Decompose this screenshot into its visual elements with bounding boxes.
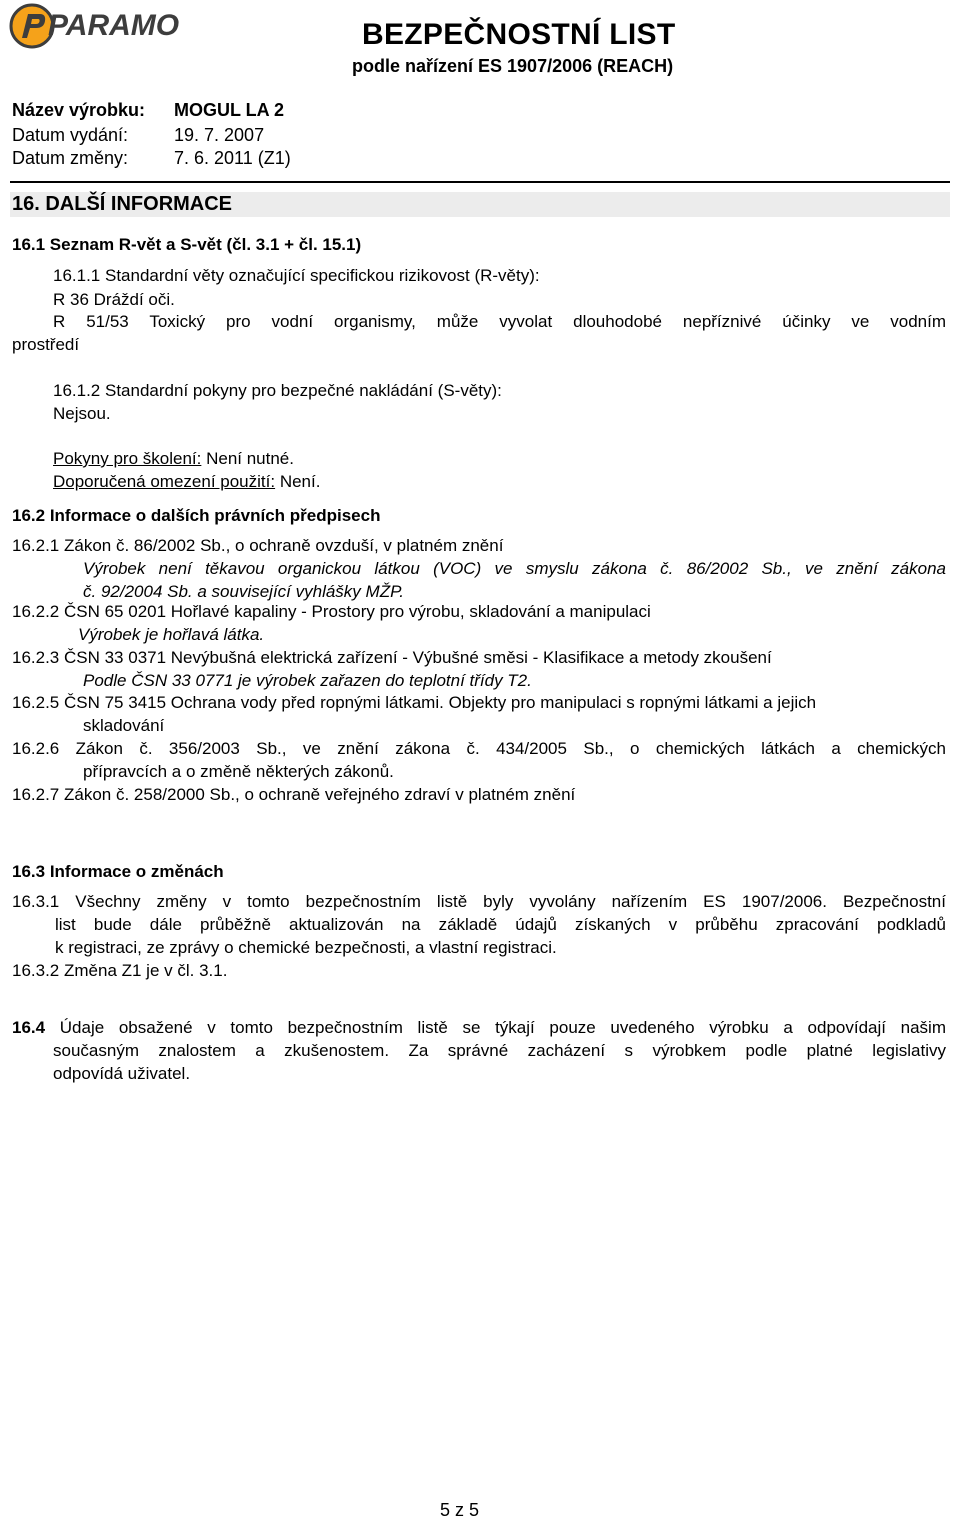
s-sentences-value: Nejsou. [53, 404, 111, 423]
limits-value: Není. [275, 472, 321, 491]
product-name-row [12, 100, 284, 121]
heading-16-1-1: 16.1.1 Standardní věty označující specifickou rizikovost (R-věty): [53, 266, 540, 285]
document-subtitle: podle nařízení ES 1907/2006 (REACH) [352, 56, 674, 76]
item-16-3-1-cont: list bude dále průběžně aktualizován na základě údajů získaných v průběhu zpracování podkladů [55, 915, 946, 934]
heading-16-1: 16.1 Seznam R-vět a S-vět (čl. 3.1 + čl. 15.1) [12, 235, 362, 254]
section-16-4 [12, 1018, 946, 1038]
training-row [53, 449, 294, 469]
item-16-2-3: 16.2.3 ČSN 33 0371 Nevýbušná elektrická zařízení - Výbušné směsi - Klasifikace a metody zkoušení [12, 648, 772, 667]
item-16-2-5-cont: skladování [83, 716, 165, 735]
item-16-3-1-cont2: k registraci, ze zprávy o chemické bezpečnosti, a vlastní registraci. [55, 938, 557, 957]
item-16-2-1-note-cont: č. 92/2004 Sb. a související vyhlášky MŽP. [83, 582, 404, 601]
page-number: 5 z 5 [440, 1500, 480, 1520]
r36-sentence: R 36 Dráždí oči. [53, 290, 175, 309]
item-16-3-2: 16.3.2 Změna Z1 je v čl. 3.1. [12, 961, 228, 980]
product-name-value: MOGUL LA 2 [174, 100, 285, 120]
logo-text: PARAMO [48, 9, 180, 42]
item-16-2-7: 16.2.7 Zákon č. 258/2000 Sb., o ochraně veřejného zdraví v platném znění [12, 785, 576, 804]
training-label: Pokyny pro školení: [53, 449, 202, 468]
limits-row [53, 472, 320, 492]
item-16-2-2-note: Výrobek je hořlavá látka. [78, 625, 265, 644]
item-16-2-3-note: Podle ČSN 33 0771 je výrobek zařazen do teplotní třídy T2. [83, 671, 532, 690]
item-16-2-2: 16.2.2 ČSN 65 0201 Hořlavé kapaliny - Prostory pro výrobu, skladování a manipulaci [12, 602, 651, 621]
section-16-4-cont2: odpovídá uživatel. [53, 1064, 191, 1083]
change-date-value: 7. 6. 2011 (Z1) [174, 148, 291, 168]
section-16-4-text: Údaje obsažené v tomto bezpečnostním listě se týkají pouze uvedeného výrobku a odpovídají našim [45, 1018, 946, 1037]
r5153-sentence-cont: prostředí [12, 335, 80, 354]
product-name-label: Název výrobku: [12, 100, 146, 120]
heading-16-3-number: 16.3 [12, 862, 46, 881]
r5153-sentence: R 51/53 Toxický pro vodní organismy, může vyvolat dlouhodobé nepříznivé účinky ve vodním [53, 312, 946, 331]
limits-label: Doporučená omezení použití: [53, 472, 276, 491]
training-value: Není nutné. [201, 449, 294, 468]
item-16-2-1: 16.2.1 Zákon č. 86/2002 Sb., o ochraně ovzduší, v platném znění [12, 536, 504, 555]
change-date-row [12, 148, 291, 169]
item-16-2-6-cont: přípravcích a o změně některých zákonů. [83, 762, 394, 781]
item-16-2-5: 16.2.5 ČSN 75 3415 Ochrana vody před ropnými látkami. Objekty pro manipulaci s ropnými látkami a jejich [12, 693, 817, 712]
item-16-2-1-note: Výrobek není těkavou organickou látkou (VOC) ve smyslu zákona č. 86/2002 Sb., ve znění zákona [83, 559, 946, 578]
section-16-4-number: 16.4 [12, 1018, 46, 1037]
section-16-4-cont: současným znalostem a zkušenostem. Za správné zacházení s výrobkem podle platné legislativy [53, 1041, 946, 1060]
heading-16-2-title: Informace o dalších právních předpisech [45, 506, 381, 525]
paramo-logo [8, 2, 203, 50]
change-date-label: Datum změny: [12, 148, 129, 168]
document-title: BEZPEČNOSTNÍ LIST [362, 18, 676, 51]
header-divider [10, 181, 950, 183]
heading-16-3-title: Informace o změnách [45, 862, 224, 881]
item-16-3-1: 16.3.1 Všechny změny v tomto bezpečnostním listě byly vyvolány nařízením ES 1907/2006. Bezpečnostní [12, 892, 946, 911]
issue-date-value: 19. 7. 2007 [174, 125, 265, 145]
heading-16-2-number: 16.2 [12, 506, 46, 525]
heading-16-1-2: 16.1.2 Standardní pokyny pro bezpečné nakládání (S-věty): [53, 381, 502, 400]
heading-16-2 [12, 506, 380, 526]
section-title: 16. DALŠÍ INFORMACE [12, 193, 233, 215]
issue-date-row [12, 125, 264, 146]
heading-16-3 [12, 862, 224, 882]
issue-date-label: Datum vydání: [12, 125, 129, 145]
item-16-2-6: 16.2.6 Zákon č. 356/2003 Sb., ve znění zákona č. 434/2005 Sb., o chemických látkách a chemických [12, 739, 946, 758]
